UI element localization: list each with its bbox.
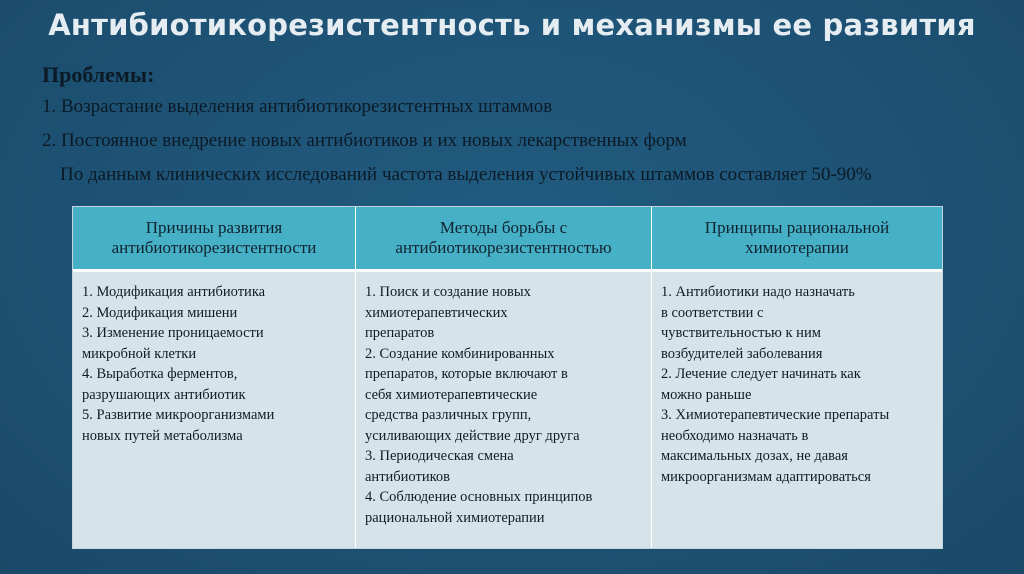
list-item: 1. Антибиотики надо назначать в соответствии с чувствительностью к ним возбудителей заболевания <box>661 284 855 362</box>
list-item: 4. Соблюдение основных принципов рациональной химиотерапии <box>365 489 593 526</box>
problems-heading: Проблемы: <box>42 62 155 87</box>
principles-cell <box>652 272 942 548</box>
principles-list <box>661 282 934 487</box>
causes-list <box>82 282 347 446</box>
list-item: 2. Модификация мишени <box>82 304 238 321</box>
list-item: 3. Изменение проницаемости микробной клетки <box>82 325 264 362</box>
problem-item-2: 2. Постоянное внедрение новых антибиотиков и их новых лекарственных форм <box>42 130 687 151</box>
causes-cell <box>73 272 356 548</box>
header-methods: Методы борьбы с антибиотикорезистентностью <box>356 207 652 269</box>
list-item: 4. Выработка ферментов, разрушающих антибиотик <box>82 366 246 403</box>
list-item: 3. Химиотерапевтические препараты необходимо назначать в максимальных дозах, не давая микроорганизмам адаптироваться <box>661 407 890 485</box>
list-item: 2. Создание комбинированных препаратов, которые включают в себя химиотерапевтические средства различных групп, усиливающих действие друг друга <box>365 345 580 444</box>
list-item: 5. Развитие микроорганизмами новых путей метаболизма <box>82 407 275 444</box>
list-item: 1. Поиск и создание новых химиотерапевтических препаратов <box>365 284 531 341</box>
problem-item-1: 1. Возрастание выделения антибиотикорезистентных штаммов <box>42 96 553 117</box>
methods-list <box>365 282 643 528</box>
header-principles: Принципы рациональной химиотерапии <box>704 218 890 257</box>
list-item: 1. Модификация антибиотика <box>82 284 266 300</box>
list-item: 2. Лечение следует начинать как можно раньше <box>661 366 861 403</box>
table-header-row <box>73 207 942 269</box>
slide-title: Антибиотикорезистентность и механизмы ее развития <box>48 8 976 42</box>
table-body-row <box>73 272 942 548</box>
problem-note: По данным клинических исследований частота выделения устойчивых штаммов составляет 50-90% <box>60 164 872 185</box>
list-item: 3. Периодическая смена антибиотиков <box>365 448 514 485</box>
methods-cell <box>356 272 652 548</box>
comparison-table <box>72 206 943 549</box>
header-causes: Причины развития антибиотикорезистентности <box>73 207 356 269</box>
